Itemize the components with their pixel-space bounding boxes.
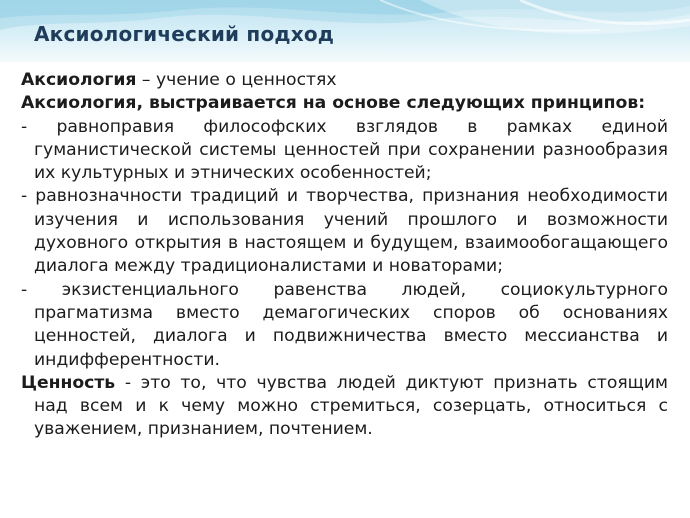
- principles-heading: Аксиология, выстраивается на основе следующих принципов:: [21, 93, 646, 114]
- paragraph-definition: [21, 69, 668, 92]
- principle-item-3: - экзистенциального равенства людей, социокультурного прагматизма вместо демагогических споров об основаниях ценностей, диалога и подвижничества вместо мессианства и индифферентности.: [21, 279, 668, 370]
- term-axiology: Аксиология: [21, 70, 137, 90]
- slide-header: [0, 0, 690, 62]
- page-title: Аксиологический подход: [34, 22, 335, 46]
- value-definition-text: - это то, что чувства людей диктуют признать стоящим над всем и к чему можно стремиться, созерцать, относиться с уважением, признанием, почтением.: [34, 372, 668, 440]
- definition-text: – учение о ценностях: [136, 70, 337, 90]
- term-value: Ценность: [21, 372, 116, 393]
- principle-item-2: - равнозначности традиций и творчества, признания необходимости изучения и использования учений прошлого и возможности духовного открытия в настоящем и будущем, взаимообогащающего диалога между традиционалистами и новаторами;: [21, 186, 668, 277]
- slide-body: [21, 69, 668, 442]
- paragraph-principles-heading: [21, 92, 668, 115]
- principle-item-1: - равноправия философских взглядов в рамках единой гуманистической системы ценностей при сохранении разнообразия их культурных и этнических особенностей;: [21, 116, 668, 184]
- paragraph-value-definition: [21, 372, 668, 442]
